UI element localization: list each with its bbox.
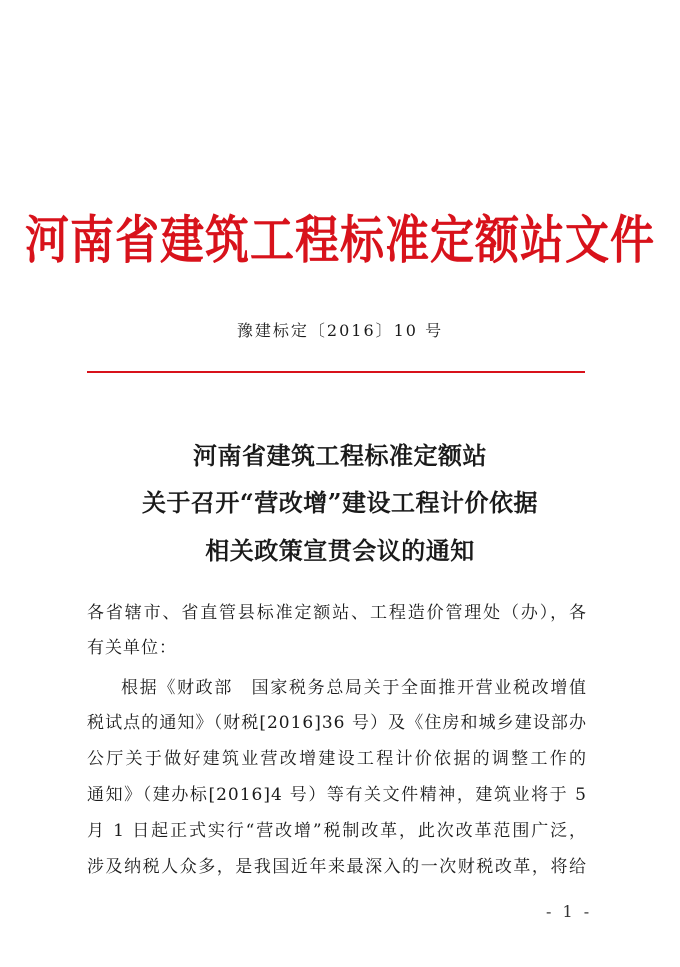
body-paragraph-line-4: 通知》（建办标[2016]4 号）等有关文件精神，建筑业将于 5 [87, 785, 587, 805]
notice-title-line-2: 关于召开“营改增”建设工程计价依据 [141, 488, 539, 517]
addressee-line-2: 有关单位： [87, 638, 177, 658]
notice-title-line-1: 河南省建筑工程标准定额站 [193, 441, 487, 470]
red-divider-line [87, 371, 585, 373]
body-paragraph-line-3: 公厅关于做好建筑业营改增建设工程计价依据的调整工作的 [87, 749, 587, 769]
notice-title-line-3: 相关政策宣贯会议的通知 [205, 536, 475, 565]
addressee-line-1: 各省辖市、省直管县标准定额站、工程造价管理处（办），各 [87, 603, 587, 623]
document-number: 豫建标定〔2016〕10 号 [236, 321, 444, 340]
body-paragraph-line-5: 月 1 日起正式实行“营改增”税制改革，此次改革范围广泛， [87, 821, 587, 841]
body-paragraph-line-2: 税试点的通知》（财税[2016]36 号）及《住房和城乡建设部办 [87, 713, 587, 733]
org-header-title: 河南省建筑工程标准定额站文件 [25, 210, 655, 272]
page-number: - 1 - [546, 902, 593, 921]
body-paragraph-line-6: 涉及纳税人众多，是我国近年来最深入的一次财税改革，将给 [87, 857, 587, 877]
body-paragraph-line-1: 根据《财政部 国家税务总局关于全面推开营业税改增值 [121, 678, 587, 698]
